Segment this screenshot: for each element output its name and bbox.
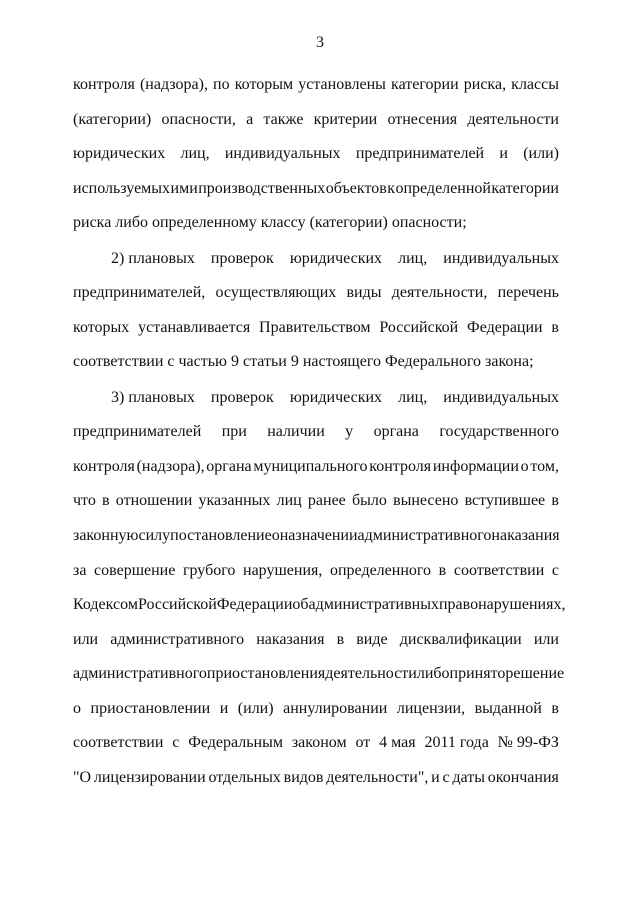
word: 4 мая [379, 734, 416, 751]
word: проверок [210, 389, 274, 406]
word: приостановлении [90, 700, 211, 717]
word: лицензировании [93, 769, 206, 786]
word: либо [416, 665, 450, 682]
word: о [271, 527, 280, 544]
word: проверок [210, 250, 274, 267]
word: отдельных [208, 769, 281, 786]
text-line-18 [73, 664, 565, 684]
word: дисквалификации [399, 631, 522, 648]
text-line-10 [111, 388, 559, 408]
text-line-3 [73, 144, 559, 164]
word: за [73, 562, 87, 579]
word: и [431, 769, 440, 786]
word: административного [73, 665, 207, 682]
text-line-4 [73, 179, 559, 199]
word: деятельности", [326, 769, 429, 786]
word: с [551, 562, 559, 579]
word: или [73, 631, 99, 648]
word: и [499, 145, 508, 162]
text-line-12 [73, 457, 559, 477]
word: предпринимателей, [73, 284, 206, 301]
word: наказания [256, 631, 325, 648]
text-line-20 [73, 733, 559, 753]
word: предпринимателей [355, 145, 485, 162]
word: административных [308, 596, 439, 613]
word: определенной [395, 180, 491, 197]
word: окончания [487, 769, 559, 786]
word: в [551, 319, 559, 336]
word: в [551, 700, 559, 717]
word: приостановления [206, 665, 326, 682]
word: юридических [289, 250, 383, 267]
word: лиц, [398, 250, 428, 267]
word: в [438, 562, 447, 579]
page-number: 3 [316, 34, 324, 51]
word: ранее [307, 492, 346, 509]
word: Российской [379, 319, 459, 336]
word: выданной [474, 700, 542, 717]
word: видов [283, 769, 324, 786]
word: муниципального [253, 458, 368, 475]
word: в [102, 492, 110, 509]
word: и [219, 700, 229, 717]
word: (или) [237, 700, 274, 717]
word: деятельности [325, 665, 417, 682]
text-line-17 [73, 630, 559, 650]
text-line-2 [73, 110, 559, 130]
word: устанавливается [138, 319, 251, 336]
word: риска, [463, 76, 507, 93]
word: а [246, 111, 254, 128]
text-line-19 [73, 699, 559, 719]
word: Федерации [216, 596, 293, 613]
word: решение [505, 665, 565, 682]
word: что [73, 492, 96, 509]
word: отнесения [387, 111, 458, 128]
word: 3) плановых [111, 389, 195, 406]
word: деятельности, [391, 284, 488, 301]
word: Российской [137, 596, 217, 613]
word: № 99-ФЗ [497, 734, 559, 751]
word: производственных [198, 180, 326, 197]
word: которым [234, 76, 294, 93]
word: аннулировании [283, 700, 388, 717]
text-line-9: соответствии с частью 9 статьи 9 настоящего Федерального закона; [73, 353, 534, 370]
word: даты [452, 769, 485, 786]
word: опасности, [161, 111, 236, 128]
word: (надзора), [136, 458, 205, 475]
word: постановление [170, 527, 272, 544]
word: у [345, 423, 354, 440]
word: назначении [279, 527, 358, 544]
word: контроля [73, 76, 135, 93]
word: виде [356, 631, 388, 648]
word: правонарушениях, [438, 596, 566, 613]
word: об [292, 596, 309, 613]
word: в [336, 631, 345, 648]
word: или [533, 631, 559, 648]
word: органа [373, 423, 419, 440]
word: (или) [523, 145, 559, 162]
word: о [520, 458, 529, 475]
word: которых [73, 319, 130, 336]
word: классы [511, 76, 559, 93]
word: административного [110, 631, 245, 648]
word: законом [291, 734, 347, 751]
word: принято [449, 665, 506, 682]
text-line-6 [111, 249, 559, 269]
word: критерии [313, 111, 378, 128]
word: юридических [73, 145, 166, 162]
word: с [442, 769, 450, 786]
word: было [351, 492, 387, 509]
word: контроля [369, 458, 432, 475]
word: законную [73, 527, 139, 544]
word: отношении [115, 492, 193, 509]
word: нарушения, [243, 562, 323, 579]
text-line-15 [73, 561, 559, 581]
word: установлены [298, 76, 386, 93]
word: государственного [439, 423, 559, 440]
word: совершение [94, 562, 176, 579]
text-line-21 [73, 768, 559, 788]
word: (категории) [73, 111, 152, 128]
word: лиц, [398, 389, 428, 406]
word: ими [170, 180, 198, 197]
word: органа [206, 458, 252, 475]
word: по [213, 76, 230, 93]
word: индивидуальных [443, 389, 559, 406]
text-line-11 [73, 422, 559, 442]
word: категории [391, 76, 459, 93]
text-line-8 [73, 318, 559, 338]
word: соответствии [73, 734, 164, 751]
word: от [355, 734, 371, 751]
word: лицензии, [396, 700, 466, 717]
word: лиц [276, 492, 302, 509]
word: осуществляющих [215, 284, 337, 301]
word: административного [357, 527, 492, 544]
word: перечень [497, 284, 559, 301]
word: соответствии [453, 562, 545, 579]
word: (надзора), [139, 76, 208, 93]
word: к [387, 180, 396, 197]
word: в [551, 492, 559, 509]
word: индивидуальных [443, 250, 559, 267]
word: индивидуальных [224, 145, 341, 162]
text-line-13 [73, 491, 559, 511]
word: Правительством [259, 319, 371, 336]
word: при [221, 423, 247, 440]
word: 2) плановых [111, 250, 195, 267]
word: наличии [267, 423, 325, 440]
text-line-7 [73, 283, 559, 303]
word: категории [491, 180, 559, 197]
text-line-14 [73, 526, 559, 546]
word: виды [346, 284, 382, 301]
word: с [172, 734, 180, 751]
word: используемых [73, 180, 171, 197]
word: "О [73, 769, 92, 786]
word: вступившее [464, 492, 546, 509]
word: грубого [182, 562, 236, 579]
word: юридических [289, 389, 383, 406]
word: также [263, 111, 304, 128]
word: наказания [491, 527, 560, 544]
word: 2011 года [424, 734, 489, 751]
word: указанных [198, 492, 271, 509]
text-line-16 [73, 595, 566, 615]
word: Кодексом [73, 596, 138, 613]
word: о [73, 700, 81, 717]
word: определенного [329, 562, 432, 579]
word: вынесено [393, 492, 459, 509]
word: Федеральным [188, 734, 283, 751]
word: Федерации [467, 319, 543, 336]
word: информации [432, 458, 519, 475]
word: лиц, [180, 145, 210, 162]
word: том, [530, 458, 559, 475]
word: деятельности [467, 111, 559, 128]
word: силу [138, 527, 171, 544]
word: предпринимателей [73, 423, 202, 440]
text-line-1 [73, 75, 559, 95]
text-line-5: риска либо определенному классу (категории) опасности; [73, 214, 467, 231]
word: контроля [73, 458, 135, 475]
word: объектов [325, 180, 387, 197]
